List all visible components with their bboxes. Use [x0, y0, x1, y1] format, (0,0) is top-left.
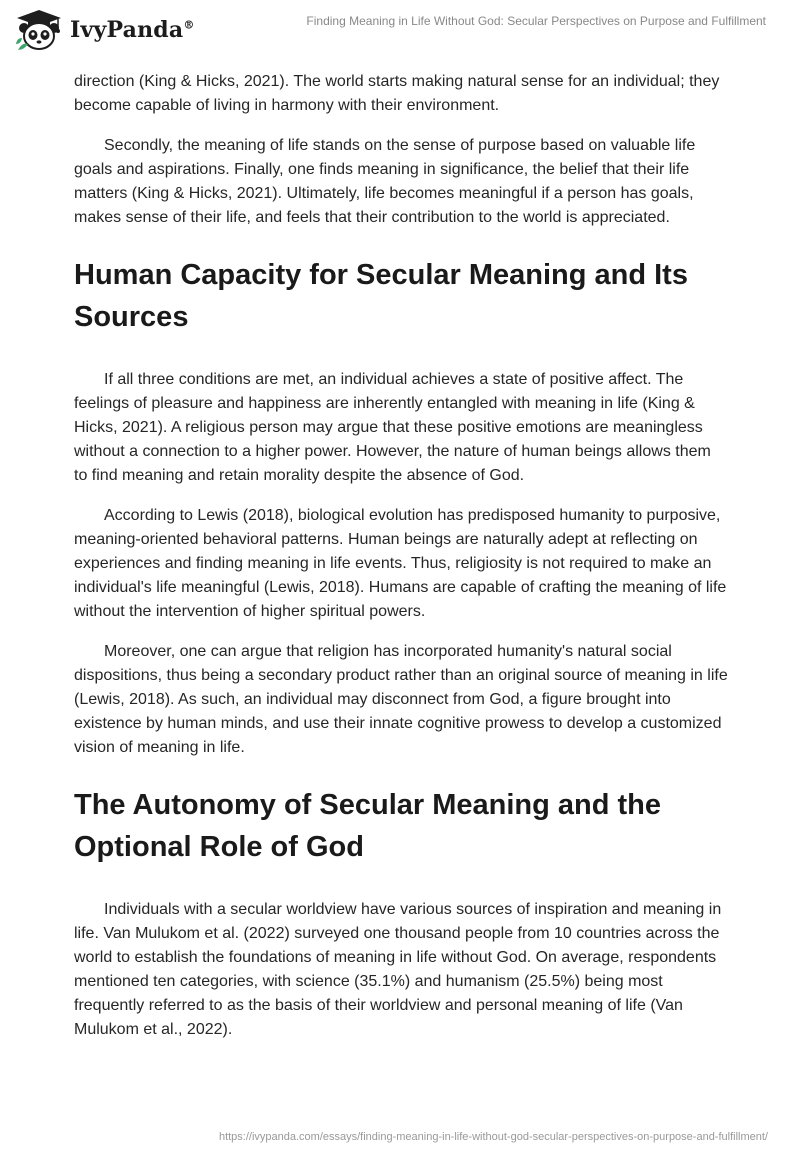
ivypanda-logo[interactable]: [14, 8, 195, 52]
essay-body: [74, 70, 728, 1058]
document-title: Finding Meaning in Life Without God: Secular Perspectives on Purpose and Fulfillment: [306, 14, 766, 28]
page-header: [0, 0, 800, 60]
paragraph: Moreover, one can argue that religion has incorporated humanity's natural social dispositions, thus being a secondary product rather than an original source of meaning in life (Lewis, 2018). As such, an individual may disconnect from God, a figure brought into existence by human minds, and use their innate cognitive prowess to develop a customized vision of meaning in life.: [74, 643, 728, 756]
panda-graduate-icon: [14, 8, 64, 52]
brand-name: IvyPanda®: [70, 17, 195, 43]
source-url[interactable]: https://ivypanda.com/essays/finding-meaning-in-life-without-god-secular-perspectives-on-purpose-and-fulfillment/: [218, 1131, 768, 1143]
paragraph: Secondly, the meaning of life stands on the sense of purpose based on valuable life goals and aspirations. Finally, one finds meaning in significance, the belief that their life matters (King & Hicks, 2021). Ultimately, life becomes meaningful if a person has goals, makes sense of their life, and feels that their contribution to the world is appreciated.: [74, 137, 696, 226]
section-heading: The Autonomy of Secular Meaning and the Optional Role of God: [74, 789, 662, 863]
paragraph: Individuals with a secular worldview have various sources of inspiration and meaning in life. Van Mulukom et al. (2022) surveyed one thousand people from 10 countries across the world to establish the foundations of meaning in life without God. On average, respondents mentioned ten categories, with science (35.1%) and humanism (25.5%) being most frequently referred to as the basis of their worldview and personal meaning of life (Van Mulukom et al., 2022).: [74, 901, 722, 1038]
paragraph: If all three conditions are met, an individual achieves a state of positive affect. The feelings of pleasure and happiness are inherently entangled with meaning in life (King & Hicks, 2021). A religious person may argue that these positive emotions are meaningless without a connection to a higher power. However, the nature of human beings allows them to find meaning and retain morality despite the absence of God.: [74, 371, 711, 484]
paragraph: direction (King & Hicks, 2021). The world starts making natural sense for an individual; they become capable of living in harmony with their environment.: [74, 73, 720, 114]
section-heading: Human Capacity for Secular Meaning and Its Sources: [74, 259, 688, 333]
paragraph: According to Lewis (2018), biological evolution has predisposed humanity to purposive, meaning-oriented behavioral patterns. Human beings are naturally adept at reflecting on experiences and finding meaning in life events. Thus, religiosity is not required to make an individual's life meaningful (Lewis, 2018). Humans are capable of crafting the meaning of life without the intervention of higher spiritual powers.: [74, 507, 727, 620]
